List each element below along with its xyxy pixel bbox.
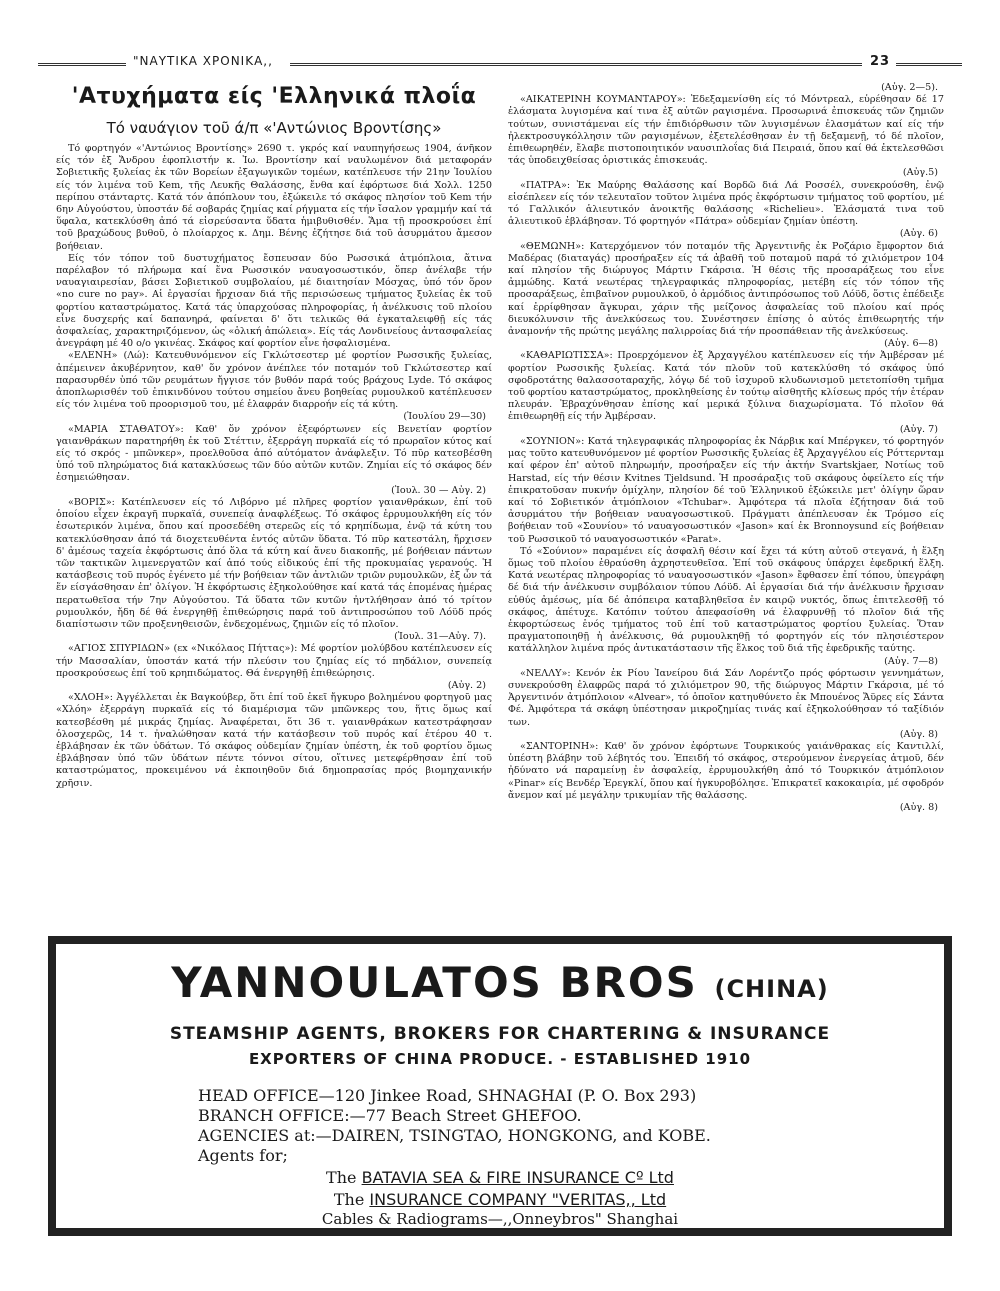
paragraph: «ΣΟΥΝΙΟΝ»: Κατά τηλεγραφικάς πληροφορίας ἐκ Νάρβικ καί Μπέργκεν, τό φορτηγόν μας τοῦτο κατευθυνόμενον μέ φορτίον Ρωσσικῆς ξυλείας ἐξ Ἀρχαγγέλου είς Ρόττερνταμ καί φέρον ἐπ' αὐτοῦ πληρωμήν, προσήραξεν είς τήν ἀκτήν Svartskjaer, Νοτίως τοῦ Harstad, είς τήν θέσιν Kvitnes Tjeldsund. Ἡ προσάραξις τοῦ σκάφους ὀφείλετο είς τήν ἐπικρατοῦσαν πυκνήν ὁμίχλην, πλησίον δέ τοῦ Ἑλληνικοῦ ἐξώκειλε μετ' ὀλίγην ὥραν καί τό Σοβιετικόν ἀτμόπλοιον «Tchubar». Ἀμφότερα τά πλοῖα ἐζήτησαν διά τοῦ ἀσυρμάτου τήν βοήθειαν ναυαγοσωστικοῦ. Πράγματι ἀπέπλευσαν ἐκ Τρόμσο είς βοήθειαν τοῦ «Σουνίου» τό ναυαγοσωστικόν «Jason» καί ἐκ Bronnoysund είς βοήθειαν τοῦ Ρωσσικοῦ τό ναυαγοσωστικόν «Parat». xyxy=(508,435,944,545)
paragraph: «ΜΑΡΙΑ ΣΤΑΘΑΤΟΥ»: Καθ' ὅν χρόνον ἐξεφόρτωνεν είς Βενετίαν φορτίον γαιανθράκων παρατηρήθη ἐκ τοῦ Στέττιν, ἐξερράγη πυρκαϊά είς τό πρωραῖον κύτος καί είς τό σκρός - μπῶνκερ», προελθοῦσα ἀπό αὐτόματον ἀνάφλεξιν. Τό πῦρ κατεσβέσθη ὑπό τοῦ πληρώματος διά κατακλύσεως τῶν δύο αὐτῶν κυτῶν. Ζημίαι είς τό σκάφος δέν ἐσημειώθησαν. xyxy=(56,423,492,484)
agents-for: Agents for; xyxy=(198,1146,288,1165)
agent-name: INSURANCE COMPANY "VERITAS,, Ltd xyxy=(369,1190,667,1209)
article-subtitle: Τό ναυάγιον τοῦ ά/π «'Αντώνιος Βροντίσης» xyxy=(106,119,442,137)
paragraph: «ΠΑΤΡΑ»: Ἐκ Μαύρης Θαλάσσης καί Βορδῶ διά Λά Ροσσέλ, συνεκρούσθη, ἐνῷ εἰσέπλεεν είς τόν τελευταῖον τοῦτον λιμένα πρός ἐκφόρτωσιν τμήματος τοῦ φορτίου, μέ τό Γαλλικόν ἁλιευτικόν ἀνοικτῆς θαλάσσης «Richelieu». Ἐλάσματά τινα τοῦ ἁλιευτικοῦ ἐβλάβησαν. Τό φορτηγόν «Πάτρα» οὐδεμίαν ζημίαν ὑπέστη. xyxy=(508,179,944,228)
date-reference: (Αὐγ. 2) xyxy=(447,679,486,691)
date-reference: (Αὐγ. 2—5). xyxy=(881,82,938,93)
advertiser-name-main: YANNOULATOS BROS xyxy=(171,958,698,1007)
running-head xyxy=(38,54,962,74)
date-reference: (Αὐγ. 8) xyxy=(899,801,938,813)
date-reference: (Αὐγ.5) xyxy=(902,167,938,179)
date-reference: (Ἰουλίου 29—30) xyxy=(403,411,486,423)
page-number: 23 xyxy=(870,54,891,69)
branch-office: BRANCH OFFICE:—77 Beach Street GHEFOO. xyxy=(198,1106,582,1125)
paragraph: «ΕΛΕΝΗ» (Λώ): Κατευθυνόμενον είς Γκλώτσεστερ μέ φορτίον Ρωσσικῆς ξυλείας, ἀπέμεινεν ἀκυβέρνητον, καθ' ὅν χρόνον ἀνέπλεε τόν ποταμόν τοῦ Γκλώτσεστερ καί παρασυρθέν ὑπό τῶν ρευμάτων ἤγγισε τόν βυθόν παρά τούς βράχους Lyde. Τό σκάφος ἀποπλωρισθέν τοῦ ἐπικινδύνου τούτου σημείου ἄνευ βοηθείας ρυμουλκοῦ κατέπλευσεν είς τόν λιμένα τοῦ προορισμοῦ του, μέ ἐλαφράν διαρροήν είς τά κύτη. xyxy=(56,350,492,411)
magazine-page xyxy=(38,38,962,1253)
paragraph: Τό «Σούνιον» παραμένει είς ἀσφαλῆ θέσιν καί ἔχει τά κύτη αὐτοῦ στεγανά, ἡ ἕλξη ὅμως τοῦ πλοίου ἐθραύσθη ἀχρηστευθεῖσα. Ἐπί τοῦ σκάφους ὑπάρχει ἐφεδρική ἕλξη. Κατά νεωτέρας πληροφορίας τό ναυαγοσωστικόν «Jason» ἔφθασεν ἐπί τόπου, ὑπεγράφη δέ διά τήν ἀνέλκυσιν συμβόλαιον τύπου Λόϋδ. Αἱ ἐργασίαι διά τήν ἀνέλκυσιν ἤρχισαν εὐθύς ἀμέσως, μία δέ ἀπόπειρα καταβληθεῖσα ἐν καιρῷ νυκτός, ὅπως ἐπιτελεσθῇ τό σκάφος, ἀπέτυχε. Κατόπιν τούτου ἀπεφασίσθη νά ἐλαφρυνθῇ τό πλοῖον διά τῆς ἐκφορτώσεως ἑνός τμήματος τοῦ ἐπί τοῦ καταστρώματος φορτίου ξυλείας. Ὅταν πραγματοποιηθῇ ἡ ἀνέλκυσις, θά ρυμουλκηθῇ τό φορτηγόν είς τόν πλησιέστερον κατάλληλον λιμένα πρός ἀντικατάστασιν τῆς ἕλκος τοῦ διά τῆς ἐφεδρικῆς ταύτης. xyxy=(508,545,944,655)
paragraph: «ΒΟΡΙΣ»: Κατέπλευσεν είς τό Λιβόρνο μέ πλῆρες φορτίον γαιανθράκων, ἐπί τοῦ ὁποίου εἶχεν ἐκραγῆ πυρκαϊά, συνεπείᾳ ἀναφλέξεως. Τό σκάφος ἐρρυμουλκήθη είς τόν ἐσωτερικόν λιμένα, ὅπου καί προσεδέθη στερεῶς είς τό κρηπίδωμα, ἐνῷ τά κύτη του κατεκλύσθησαν ἀπό τά διοχετευθέντα ἐντός αὐτῶν ὕδατα. Τό πῦρ κατεστάλη, ἤρχισεν δ' ἀμέσως ταχεία ἐκφόρτωσις ἀπό ὅλα τά κύτη καί ἄνευ διακοπῆς, μέ βοήθειαν πάντων τῶν τακτικῶν λιμενεργατῶν καί ἀπό τούς εἰδικούς ἐπί τῆς προκυμαίας γερανούς. Ἡ κατάσβεσις τοῦ πυρός ἐγένετο μέ τήν βοήθειαν τῶν ἀντλιῶν τριῶν ρυμουλκῶν, ἐξ ὧν τά ἕν είσγάσθησαν ἐπ' ὀλίγον. Ἡ ἐκφόρτωσις ἐξηκολούθησε καί κατά τάς ἑπομένας ἡμέρας περατωθεῖσα τήν 7ην Αὐγούστου. Τά ὕδατα τῶν κυτῶν ἠντλήθησαν ἀπό τό τρίτον ρυμουλκόν, ἤδη δέ θά ἐνεργηθῇ ἐπιθεώρησις παρά τοῦ ἀντιπροσώπου τοῦ Λόϋδ πρός διαπίστωσιν τῶν προξενηθεισῶν, ἐνδεχομένως, ζημιῶν είς τό πλοῖον. xyxy=(56,496,492,630)
date-reference: (Ἰουλ. 31—Αὐγ. 7). xyxy=(394,631,486,643)
paragraph: «ΝΕΛΛΥ»: Κενόν ἐκ Ρίου Ἰανείρου διά Σάν Λορέντζο πρός φόρτωσιν γεννημάτων, συνεκρούσθη ἐλαφρῶς παρά τό χιλιόμετρον 90, τῆς διώρυγος Μάρτιν Γκάρσια, μέ τό Ἀργεντινόν ἀτμόπλοιον «Alvear», τό ὁποῖον κατηυθύνετο ἐκ Μπουένος Ἄϋρες είς Σάντα Φέ. Ἀμφότερα τά σκάφη ὑπέστησαν μικροζημίας τινάς καί ἐξηκολούθησαν τό ταξίδιόν των. xyxy=(508,667,944,728)
date-reference: (Αὐγ. 7) xyxy=(899,423,938,435)
advertiser-name xyxy=(56,958,944,1007)
running-head-title: "ΝΑΥΤΙΚΑ ΧΡΟΝΙΚΑ,, xyxy=(133,54,273,68)
paragraph: «ΑΙΚΑΤΕΡΙΝΗ ΚΟΥΜΑΝΤΑΡΟΥ»: Ἐδεξαμενίσθη είς τό Μόντρεαλ, εὑρέθησαν δέ 17 ἐλάσματα λυγισμένα καί τινα ἐξ αὐτῶν ραγισμένα. Προσωρινά ἐπισκευάς τῶν ζημιῶν τούτων, συνιστάμεναι είς τήν ἐπιδιόρθωσιν τῶν λυγισμένων ἐλασμάτων καί είς τήν ἠλεκτροσυγκόλλησιν τῶν ραγισμένων, ἐξετελέσθησαν ἐν τῇ δεξαμενῇ, τό δέ πλοῖον, ἐπιθεωρηθέν, ἔλαβε πιστοποιητικόν ναυσιπλοΐας διά Πειραιά, ὅπου καί θά ἐκτελεσθῶσι τάς ὑποδειχθείσας ὁριστικάς ἐπισκευάς. xyxy=(508,94,944,167)
date-reference: (Αὐγ. 6—8) xyxy=(884,338,938,350)
date-reference: (Αὐγ. 6) xyxy=(899,228,938,240)
paragraph: Είς τόν τόπον τοῦ δυστυχήματος ἔσπευσαν δύο Ρωσσικά ἀτμόπλοια, ἅτινα παρέλαβον τό πλήρωμα καί ἕνα Ρωσσικόν ναυαγοσωστικόν, ὅπερ ἀνέλαβε τήν ναυαγιαιρεσίαν, βάσει Σοβιετικοῦ συμβολαίου, μέ διαιτησίαν Μόσχας, ὑπό τόν ὅρον «no cure no pay». Αἱ ἐργασίαι ἤρχισαν διά τῆς περισώσεως τμήματος ξυλείας ἐκ τοῦ φορτίου καταστρώματος. Κατά τάς ὑπαρχούσας πληροφορίας, ἡ ἀνέλκυσις τοῦ πλοίου εἶνε δυσχερής καί δαπανηρά, φαίνεται δ' ὅτι τελικῶς θά ἐγκαταλειφθῇ είς τάς ἀσφαλείας, χαρακτηριζόμενον, ὡς «ὁλική ἀπώλεια». Είς τάς Λονδινείους ἀντασφαλείας ἀνεγράφη μέ 40 ο/ο γκινέας. Σκάφος καί φορτίον εἶνε ἠσφαλισμένα. xyxy=(56,252,492,350)
advertisement-services: STEAMSHIP AGENTS, BROKERS FOR CHARTERING & INSURANCE xyxy=(169,1024,831,1044)
paragraph: «ΧΛΟΗ»: Ἀγγέλλεται ἐκ Βαγκούβερ, ὅτι ἐπί τοῦ ἐκεῖ ἤγκυρο βολημένου φορτηγοῦ μας «Χλόη» ἐξερράγη πυρκαϊά είς τό διαμέρισμα τῶν μπῶνκερς του, ἥτις ὅμως καί κατεσβέσθη μέ μικράς ζημίας. Ἀναφέρεται, ὅτι 36 τ. γαιανθράκων κατεστράφησαν ὁλοσχερῶς, 14 τ. ἠναλώθησαν κατά τήν κατάσβεσιν τοῦ πυρός καί ἐτέρου 40 τ. ἐβλάβησαν ἐκ τῶν ὑδάτων. Τό σκάφος οὐδεμίαν ζημίαν ὑπέστη, ἐκ τοῦ φορτίου ὅμως ἐβλάβησαν ὑπό τῶν ὑδάτων πέντε τόννοι σίτου, οἵτινες μετεφέρθησαν ἐπί τοῦ καταστρώματος, προκειμένου νά ἐκποιηθοῦν διά δημοπρασίας πρός βιομηχανικήν χρῆσιν. xyxy=(56,692,492,789)
paragraph: «ΘΕΜΩΝΗ»: Κατερχόμενον τόν ποταμόν τῆς Ἀργεντινῆς ἐκ Ροζάριο ἔμφορτον διά Μαδέρας (διαταγάς) προσήραξεν είς τά ἀβαθῆ τοῦ ποταμοῦ παρά τό χιλιόμετρον 104 καί πλησίον τῆς διώρυγος Μάρτιν Γκάρσια. Ἡ θέσις τῆς προσαράξεως του εἶνε ἀμμώδης. Κατά νεωτέρας τηλεγραφικάς πληροφορίας, μετέβη είς τόν τόπον τῆς προσαράξεως, ἐπιβαῖνον ρυμουλκοῦ, ὁ ἁρμόδιος ἀντιπρόσωπος τοῦ Λόϋδ, ὅστις ἐπέδειξε καί ἐρρίφθησαν ἄγκυραι, χάριν τῆς μείζονος ἀσφαλείας τοῦ πλοίου καί πρός διευκόλυνσιν τῆς ἀνελκύσεως του. Συνέστησεν ἐπίσης ὁ αὐτός ἐπιθεωρητής τήν ἀναμονήν τῆς πρώτης μεγάλης παλιρροίας διά τήν προσπάθειαν τῆς ἀνελκύσεως. xyxy=(508,240,944,338)
agent-batavia xyxy=(56,1168,944,1187)
advertisement xyxy=(48,936,952,1236)
date-reference: (Αὐγ. 7—8) xyxy=(884,655,938,667)
agent-veritas xyxy=(56,1190,944,1209)
paragraph: «ΑΓΙΟΣ ΣΠΥΡΙΔΩΝ» (εx «Νικόλαος Πήττας»): Μέ φορτίον μολύβδου κατέπλευσεν είς τήν Μασσαλίαν, ὑποστάν κατά τήν πλεύσιν του ζημίας είς τό πηδάλιον, συνεπείᾳ προσκρούσεως ἐπί τοῦ κρηπιδώματος. Θά ἐνεργηθῇ ἐπιθεώρησις. xyxy=(56,643,492,679)
article-column-left xyxy=(56,82,492,942)
paragraph: «ΚΑΘΑΡΙΩΤΙΣΣΑ»: Προερχόμενον ἐξ Ἀρχαγγέλου κατέπλευσεν είς τήν Ἀμβέρσαν μέ φορτίον Ρωσσικῆς ξυλείας. Κατά τόν πλοῦν τοῦ κατεκλύσθη τό σκάφος ὑπό σφοδροτάτης θαλασσοταραχῆς, λόγῳ δέ τοῦ ἰσχυροῦ κλυδωνισμοῦ μετετοπίσθη τμῆμα τοῦ φορτίου καταστρώματος, προκληθείσης ἐν τούτῳ αἰσθητῆς κλίσεως πρός τήν ἑτέραν πλευράν. Ἐβραχύνθησαν ἐπίσης καί μερικά ξύλινα διαχωρίσματα. Τό πλοῖον θά ἐπιθεωρηθῇ είς τήν Ἀμβέρσαν. xyxy=(508,350,944,423)
agent-prefix: The xyxy=(333,1190,365,1209)
advertiser-name-suffix: (CHINA) xyxy=(714,975,829,1003)
paragraph: Τό φορτηγόν «'Αντώνιος Βροντίσης» 2690 τ. γκρός καί ναυπηγήσεως 1904, άνῆκον είς τόν ἐξ Ἄνδρου ἐφοπλιστήν κ. Ἰω. Βροντίσην καί ναυλωμένον διά μεταφοράν Σοβιετικῆς ξυλείας ἐκ τῶν Βορείων ἐξαγωγικῶν τομέων, κατέπλευσε τήν 21ην Ἰουλίου είς τόν λιμένα τοῦ Kem, τῆς Λευκῆς Θαλάσσης, ἔνθα καί ἐφόρτωσε διά Χολλ. 1250 περίπου στάνταρτς. Κατά τόν ἀπόπλουν του, ἐξώκειλε τό σκάφος πλησίον τοῦ Kem τήν 6ην Αὐγούστου, ὑποστάν δέ σοβαράς ζημίας καί ρήγματα είς τήν ἴσαλον γραμμήν καί τά ὕφαλα, κατεκλύσθη ἀπό τά εἰσρεύσαντα ὕδατα ἡμιβυθισθέν. Ἅμα τῇ προσκρούσει ἐπί τοῦ βραχώδους βυθοῦ, ὁ πλοίαρχος κ. Δημ. Βένης ἐζήτησε διά τοῦ ἀσυρμάτου ἄμεσον βοήθειαν. xyxy=(56,143,492,252)
article-title: 'Ατυχήματα είς 'Ελληνικά πλοΐα xyxy=(71,84,477,109)
head-office: HEAD OFFICE—120 Jinkee Road, SHNAGHAI (P. O. Box 293) xyxy=(198,1086,697,1105)
agent-name: BATAVIA SEA & FIRE INSURANCE Cº Ltd xyxy=(361,1168,674,1187)
advertisement-content xyxy=(56,944,944,1228)
agent-prefix: The xyxy=(326,1168,357,1187)
paragraph: «ΣΑΝΤΟΡΙΝΗ»: Καθ' ὅν χρόνον ἐφόρτωνε Τουρκικούς γαιάνθρακας είς Καντιλλί, ὑπέστη βλάβην τοῦ λέβητός του. Ἐπειδή τό σκάφος, στερούμενον ἐνεργείας ἀτμοῦ, δέν ἠδύνατο νά παραμείνῃ ἐν ἀσφαλείᾳ, ἐρρυμουλκήθη ἀπό τό Τουρκικόν ἀτμόπλοιον «Pinar» είς Βενδέρ Ἐρεγκλί, ὅπου καί ἠγκυροβόλησε. Ἐπικρατεῖ κακοκαιρία, μέ σφοδρόν ἄνεμον καί μέ μεγάλην τρικυμίαν τῆς θαλάσσης. xyxy=(508,740,944,801)
running-head-rule-right xyxy=(896,63,962,66)
running-head-rule-left xyxy=(38,63,126,66)
cables-address: Cables & Radiograms—,,Onneybros" Shanghai xyxy=(321,1210,679,1228)
running-head-rule-middle xyxy=(290,63,862,66)
article-column-right xyxy=(508,82,944,942)
advertisement-established: EXPORTERS OF CHINA PRODUCE. - ESTABLISHED 1910 xyxy=(248,1050,752,1068)
date-reference: (Ἰουλ. 30 — Αὐγ. 2) xyxy=(391,484,486,496)
agencies: AGENCIES at:—DAIREN, TSINGTAO, HONGKONG, and KOBE. xyxy=(198,1126,711,1145)
date-reference: (Αὐγ. 8) xyxy=(899,728,938,740)
